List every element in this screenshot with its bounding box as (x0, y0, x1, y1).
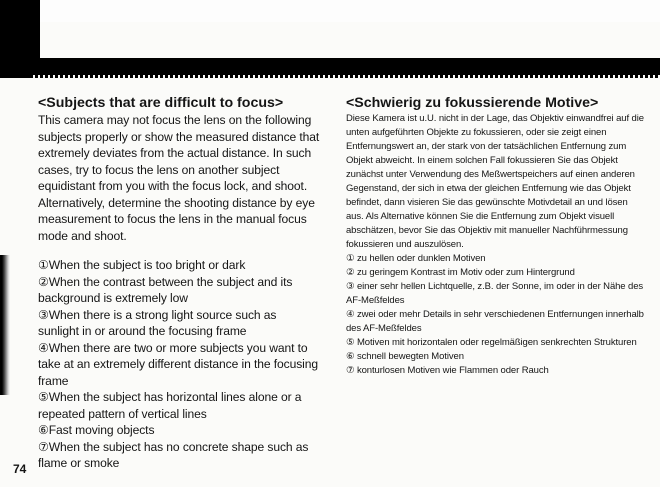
german-list (346, 252, 646, 378)
german-list-item: ⑤ Motiven mit horizontalen oder regelmäßigen senkrechten Strukturen (346, 337, 637, 348)
german-list-item: ⑥ schnell bewegten Motiven (346, 351, 464, 362)
german-list-item: ① zu hellen oder dunklen Motiven (346, 253, 486, 264)
page-number: 74 (13, 462, 27, 476)
german-list-item: ④ zwei oder mehr Details in sehr verschiedenen Entfernungen innerhalb des AF-Meßfeldes (346, 309, 644, 334)
german-list-item: ② zu geringem Kontrast im Motiv oder zum Hintergrund (346, 267, 575, 278)
english-heading: <Subjects that are difficult to focus> (38, 95, 284, 111)
german-list-item: ③ einer sehr hellen Lichtquelle, z.B. der Sonne, im oder in der Nähe des AF-Meßfeldes (346, 281, 644, 306)
english-list-item: ⑥Fast moving objects (38, 423, 155, 437)
english-paragraph: This camera may not focus the lens on the following subjects properly or show the measured distance that extremely deviates from the actual distance. In such cases, try to focus the lens on another subject equidistant from you with the focus lock, and shoot. Alternatively, determine the shooting distance by eye measurement to focus the lens in the manual focus mode and shoot. (38, 113, 320, 243)
english-list (38, 257, 320, 472)
scan-top-edge (0, 0, 660, 22)
german-column (346, 95, 646, 378)
english-list-item: ③When there is a strong light source such as sunlight in or around the focusing frame (38, 307, 277, 338)
english-list-item: ②When the contrast between the subject and its background is extremely low (38, 274, 293, 305)
english-column (38, 95, 320, 472)
binding-shadow (0, 255, 10, 395)
english-list-item: ⑦When the subject has no concrete shape such as flame or smoke (38, 439, 309, 470)
german-paragraph: Diese Kamera ist u.U. nicht in der Lage, das Objektiv einwandfrei auf die unten aufgeführten Objekte zu fokussieren, oder sie zeigt einen Entfernungswert an, der stark von der tatsächlichen Entfernung zum Objekt abweicht. In einem solchen Fall fokussieren Sie das Objekt zunächst unter Verwendung des Meßwertspeichers auf einen anderen Gegenstand, der sich in etwa der gleichen Entfernung wie das Objekt befindet, dann visieren Sie das gewünschte Motivdetail an und lösen aus. Als Alternative können Sie die Entfernung zum Objekt visuell abschätzen, bevor Sie das Objektiv mit manueller Nachführmessung fokussieren und auszulösen. (346, 113, 644, 250)
header-band (30, 58, 660, 75)
english-list-item: ⑤When the subject has horizontal lines alone or a repeated pattern of vertical lines (38, 390, 302, 421)
german-heading: <Schwierig zu fokussierende Motive> (346, 95, 599, 111)
german-list-item: ⑦ konturlosen Motiven wie Flammen oder Rauch (346, 365, 549, 376)
english-list-item: ①When the subject is too bright or dark (38, 258, 246, 272)
english-list-item: ④When there are two or more subjects you want to take at an extremely different distance in the focusing frame (38, 340, 318, 388)
